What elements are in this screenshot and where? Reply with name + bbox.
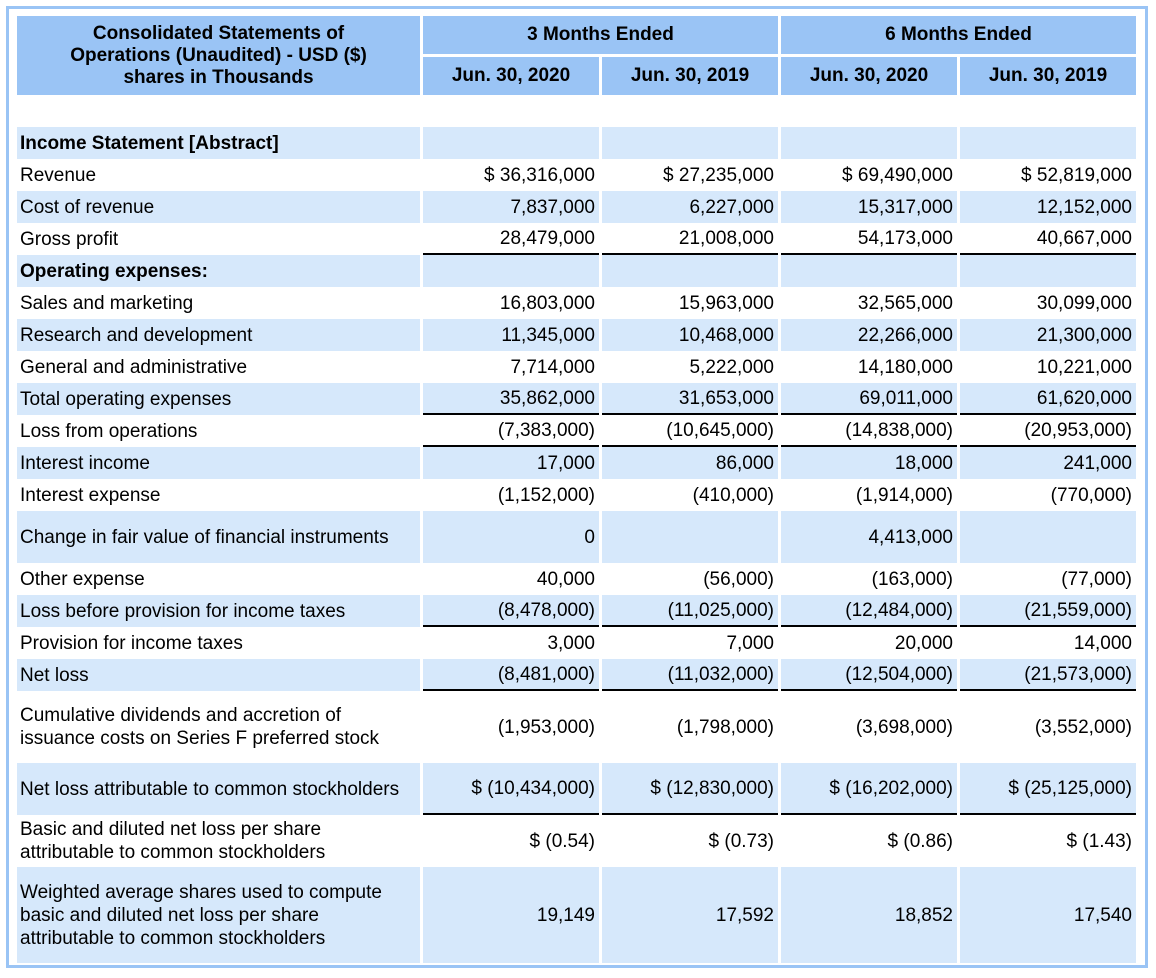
value-cell: (12,484,000): [781, 595, 957, 627]
value-cell: (21,559,000): [960, 595, 1136, 627]
table-row: [17, 255, 1136, 287]
row-label: Change in fair value of financial instruments: [17, 511, 420, 563]
value-cell: $ (25,125,000): [960, 763, 1136, 815]
value-cell: 28,479,000: [423, 223, 599, 255]
value-cell: 7,714,000: [423, 351, 599, 383]
row-label: Income Statement [Abstract]: [17, 127, 420, 159]
value-cell: (20,953,000): [960, 415, 1136, 447]
value-cell: 21,008,000: [602, 223, 778, 255]
value-cell: 17,592: [602, 867, 778, 963]
row-label: Net loss attributable to common stockholders: [17, 763, 420, 815]
table-row: [17, 815, 1136, 867]
value-cell: [781, 255, 957, 287]
table-row: [17, 319, 1136, 351]
value-cell: $ (16,202,000): [781, 763, 957, 815]
value-cell: 7,837,000: [423, 191, 599, 223]
value-cell: 15,317,000: [781, 191, 957, 223]
row-label: Interest expense: [17, 479, 420, 511]
value-cell: 4,413,000: [781, 511, 957, 563]
value-cell: 17,000: [423, 447, 599, 479]
row-label: Provision for income taxes: [17, 627, 420, 659]
table-row: [17, 563, 1136, 595]
column-header-date: Jun. 30, 2020: [423, 57, 599, 95]
value-cell: 6,227,000: [602, 191, 778, 223]
table-row: [17, 511, 1136, 563]
value-cell: [423, 255, 599, 287]
value-cell: (3,698,000): [781, 691, 957, 763]
title-line-2: Operations (Unaudited) - USD ($): [70, 44, 367, 66]
column-header-date: Jun. 30, 2019: [960, 57, 1136, 95]
value-cell: 3,000: [423, 627, 599, 659]
value-cell: 69,011,000: [781, 383, 957, 415]
title-line-1: Consolidated Statements of: [92, 22, 345, 44]
value-cell: (1,953,000): [423, 691, 599, 763]
value-cell: $ (0.86): [781, 815, 957, 867]
row-label: Loss before provision for income taxes: [17, 595, 420, 627]
table-row: [17, 447, 1136, 479]
value-cell: 5,222,000: [602, 351, 778, 383]
table-row: [17, 351, 1136, 383]
value-cell: $ 69,490,000: [781, 159, 957, 191]
row-label: Operating expenses:: [17, 255, 420, 287]
value-cell: 40,667,000: [960, 223, 1136, 255]
value-cell: [960, 127, 1136, 159]
value-cell: (7,383,000): [423, 415, 599, 447]
table-row: [17, 627, 1136, 659]
table-row: [17, 159, 1136, 191]
row-label: Weighted average shares used to compute basic and diluted net loss per share attributable to common stockholders: [17, 867, 420, 963]
value-cell: 0: [423, 511, 599, 563]
value-cell: 7,000: [602, 627, 778, 659]
group-header-6-months: 6 Months Ended: [781, 16, 1136, 57]
value-cell: $ 36,316,000: [423, 159, 599, 191]
value-cell: 61,620,000: [960, 383, 1136, 415]
group-header-3-months: 3 Months Ended: [423, 16, 778, 57]
statement-frame: [6, 6, 1148, 968]
value-cell: [602, 127, 778, 159]
value-cell: (10,645,000): [602, 415, 778, 447]
row-label: Basic and diluted net loss per share attributable to common stockholders: [17, 815, 420, 867]
value-cell: 10,221,000: [960, 351, 1136, 383]
row-label: Other expense: [17, 563, 420, 595]
table-row: [17, 763, 1136, 815]
table-row: [17, 479, 1136, 511]
value-cell: 21,300,000: [960, 319, 1136, 351]
value-cell: 31,653,000: [602, 383, 778, 415]
row-label: Loss from operations: [17, 415, 420, 447]
value-cell: 20,000: [781, 627, 957, 659]
title-line-3: shares in Thousands: [123, 66, 314, 88]
table-title: [17, 16, 420, 95]
value-cell: 18,852: [781, 867, 957, 963]
value-cell: (11,025,000): [602, 595, 778, 627]
value-cell: 18,000: [781, 447, 957, 479]
value-cell: $ (1.43): [960, 815, 1136, 867]
table-row: [17, 383, 1136, 415]
table-row: [17, 127, 1136, 159]
value-cell: 19,149: [423, 867, 599, 963]
table-row: [17, 659, 1136, 691]
table-row: [17, 191, 1136, 223]
value-cell: [781, 127, 957, 159]
value-cell: $ (0.54): [423, 815, 599, 867]
row-label: Gross profit: [17, 223, 420, 255]
value-cell: [960, 255, 1136, 287]
value-cell: 16,803,000: [423, 287, 599, 319]
value-cell: (77,000): [960, 563, 1136, 595]
row-label: Cost of revenue: [17, 191, 420, 223]
value-cell: 15,963,000: [602, 287, 778, 319]
value-cell: 32,565,000: [781, 287, 957, 319]
row-label: Cumulative dividends and accretion of issuance costs on Series F preferred stock: [17, 691, 420, 763]
table-row: [17, 223, 1136, 255]
value-cell: 40,000: [423, 563, 599, 595]
value-cell: 11,345,000: [423, 319, 599, 351]
table-row: [17, 867, 1136, 963]
value-cell: (21,573,000): [960, 659, 1136, 691]
value-cell: (770,000): [960, 479, 1136, 511]
table-row: [17, 287, 1136, 319]
row-label: Total operating expenses: [17, 383, 420, 415]
row-label: Research and development: [17, 319, 420, 351]
value-cell: (1,914,000): [781, 479, 957, 511]
value-cell: 14,000: [960, 627, 1136, 659]
value-cell: (56,000): [602, 563, 778, 595]
value-cell: 12,152,000: [960, 191, 1136, 223]
value-cell: [423, 127, 599, 159]
value-cell: $ (12,830,000): [602, 763, 778, 815]
value-cell: 86,000: [602, 447, 778, 479]
value-cell: $ 27,235,000: [602, 159, 778, 191]
row-label: Sales and marketing: [17, 287, 420, 319]
table-row: [17, 691, 1136, 763]
value-cell: (410,000): [602, 479, 778, 511]
value-cell: (1,152,000): [423, 479, 599, 511]
column-header-date: Jun. 30, 2019: [602, 57, 778, 95]
row-label: Net loss: [17, 659, 420, 691]
value-cell: (11,032,000): [602, 659, 778, 691]
value-cell: (3,552,000): [960, 691, 1136, 763]
value-cell: [602, 511, 778, 563]
column-header-date: Jun. 30, 2020: [781, 57, 957, 95]
value-cell: 22,266,000: [781, 319, 957, 351]
value-cell: (8,478,000): [423, 595, 599, 627]
table-row: [17, 595, 1136, 627]
value-cell: 10,468,000: [602, 319, 778, 351]
value-cell: 30,099,000: [960, 287, 1136, 319]
value-cell: $ 52,819,000: [960, 159, 1136, 191]
value-cell: (8,481,000): [423, 659, 599, 691]
value-cell: 241,000: [960, 447, 1136, 479]
row-label: Revenue: [17, 159, 420, 191]
value-cell: $ (10,434,000): [423, 763, 599, 815]
income-statement-table: [14, 16, 1139, 963]
value-cell: (1,798,000): [602, 691, 778, 763]
value-cell: $ (0.73): [602, 815, 778, 867]
value-cell: (12,504,000): [781, 659, 957, 691]
table-row: [17, 415, 1136, 447]
value-cell: 35,862,000: [423, 383, 599, 415]
value-cell: 14,180,000: [781, 351, 957, 383]
value-cell: [960, 511, 1136, 563]
value-cell: 17,540: [960, 867, 1136, 963]
value-cell: (163,000): [781, 563, 957, 595]
value-cell: (14,838,000): [781, 415, 957, 447]
value-cell: [602, 255, 778, 287]
row-label: Interest income: [17, 447, 420, 479]
row-label: General and administrative: [17, 351, 420, 383]
value-cell: 54,173,000: [781, 223, 957, 255]
